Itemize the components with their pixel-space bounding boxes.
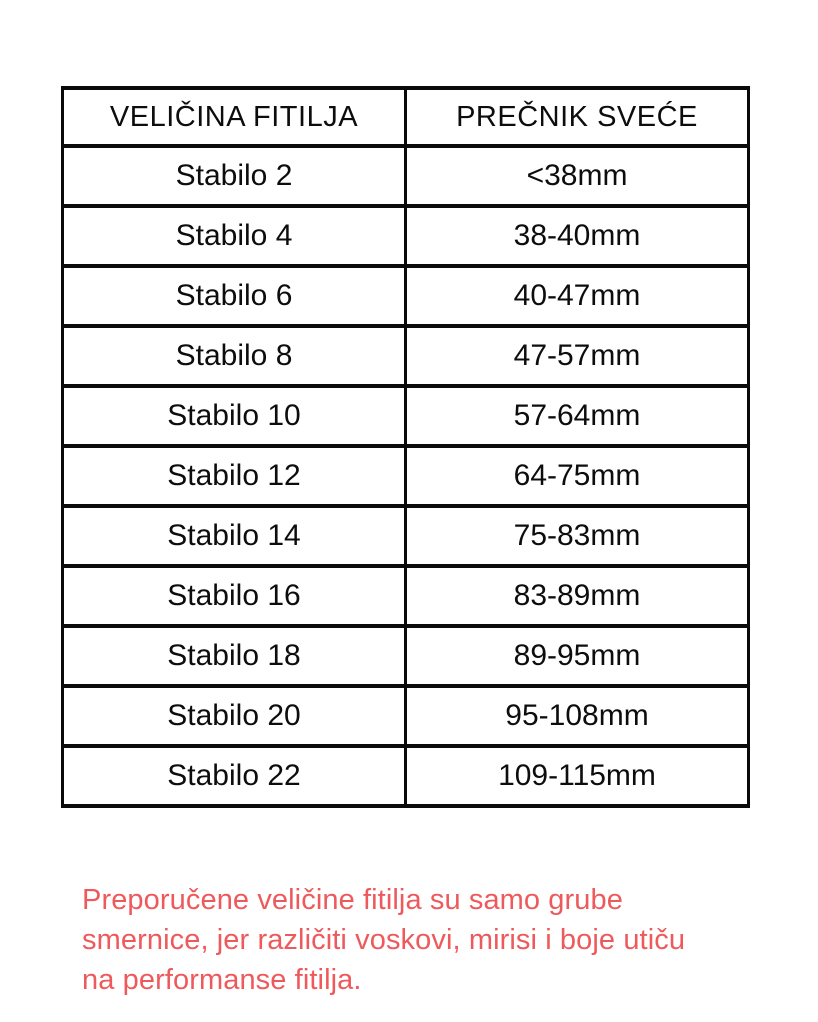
wick-size-cell: Stabilo 16 xyxy=(63,566,406,626)
table-row xyxy=(63,746,749,806)
diameter-cell: 38-40mm xyxy=(406,206,749,266)
disclaimer-line: smernice, jer različiti voskovi, mirisi i boje utiču xyxy=(82,924,686,956)
diameter-cell: 89-95mm xyxy=(406,626,749,686)
wick-size-cell: Stabilo 12 xyxy=(63,446,406,506)
table-row xyxy=(63,386,749,446)
wick-size-cell: Stabilo 8 xyxy=(63,326,406,386)
wick-size-table xyxy=(61,86,750,808)
column-header-wick-size: VELIČINA FITILJA xyxy=(63,88,406,146)
wick-size-cell: Stabilo 6 xyxy=(63,266,406,326)
diameter-cell: 57-64mm xyxy=(406,386,749,446)
wick-size-cell: Stabilo 14 xyxy=(63,506,406,566)
wick-size-cell: Stabilo 22 xyxy=(63,746,406,806)
disclaimer-note xyxy=(82,880,762,1000)
table-row xyxy=(63,626,749,686)
table-row xyxy=(63,266,749,326)
diameter-cell: 64-75mm xyxy=(406,446,749,506)
diameter-cell: 40-47mm xyxy=(406,266,749,326)
table-row xyxy=(63,446,749,506)
wick-size-cell: Stabilo 2 xyxy=(63,146,406,206)
disclaimer-line: Preporučene veličine fitilja su samo grube xyxy=(82,884,623,916)
wick-size-cell: Stabilo 10 xyxy=(63,386,406,446)
disclaimer-line: na performanse fitilja. xyxy=(82,964,362,996)
diameter-cell: 95-108mm xyxy=(406,686,749,746)
table-row xyxy=(63,506,749,566)
diameter-cell: 75-83mm xyxy=(406,506,749,566)
diameter-cell: 109-115mm xyxy=(406,746,749,806)
table-row xyxy=(63,206,749,266)
diameter-cell: 83-89mm xyxy=(406,566,749,626)
wick-size-cell: Stabilo 18 xyxy=(63,626,406,686)
diameter-cell: <38mm xyxy=(406,146,749,206)
wick-size-cell: Stabilo 4 xyxy=(63,206,406,266)
table-row xyxy=(63,326,749,386)
table-row xyxy=(63,686,749,746)
table-header-row xyxy=(63,88,749,146)
column-header-candle-diameter: PREČNIK SVEĆE xyxy=(406,88,749,146)
table-row xyxy=(63,146,749,206)
diameter-cell: 47-57mm xyxy=(406,326,749,386)
table-row xyxy=(63,566,749,626)
wick-size-cell: Stabilo 20 xyxy=(63,686,406,746)
